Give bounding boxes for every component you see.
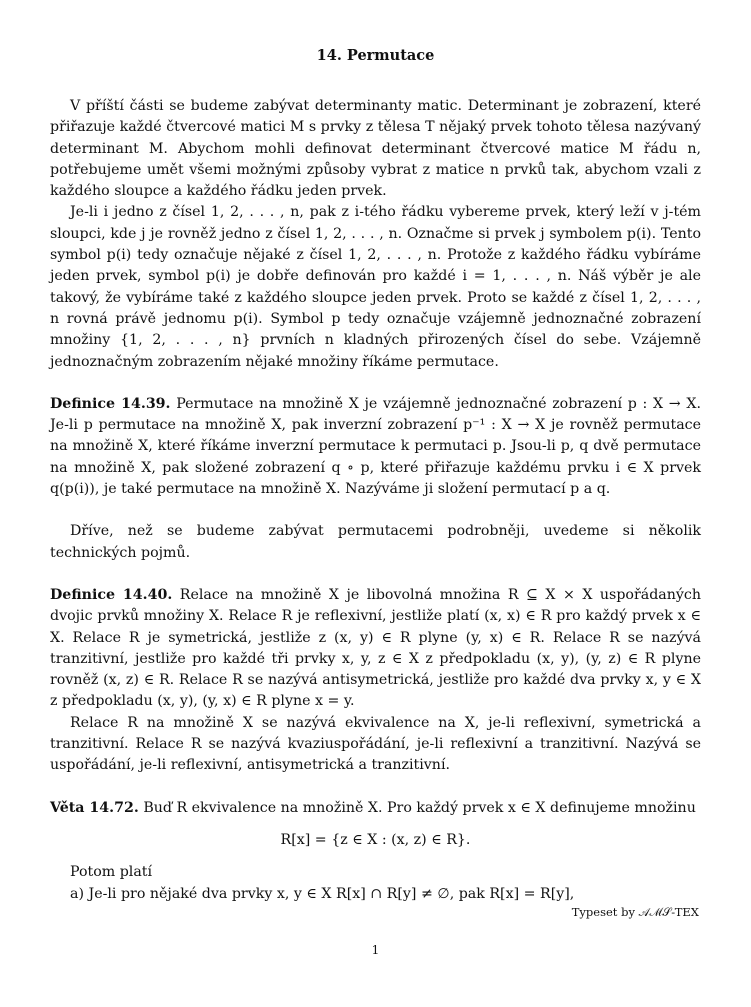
display-equation: R[x] = {z ∈ X : (x, z) ∈ R}. xyxy=(280,831,471,848)
paragraph-equivalence: Relace R na množině X se nazývá ekvivalence na X, je-li reflexivní, symetrická a tranzitivní. Relace R se nazývá kvaziuspořádání, je-li reflexivní a tranzitivní. Nazývá se uspořádání, je-li reflexivní, antisymetrická a tranzitivní. xyxy=(50,714,701,774)
body-text xyxy=(50,96,701,905)
definition-label: Definice 14.40. xyxy=(50,586,173,603)
paragraph-technical: Dříve, než se budeme zabývat permutacemi podrobněji, uvedeme si několik technických pojmů. xyxy=(50,523,701,561)
typeset-footer: Typeset by 𝒜ℳ𝒮-TEX xyxy=(571,905,699,919)
definition-text: Relace na množině X je libovolná množina R ⊆ X × X uspořádaných dvojic prvků množiny X. Relace R je reflexivní, jestliže platí (x, x) ∈ R pro každý prvek x ∈ X. Relace R je symetrická, jestliže z (x, y) ∈ R plyne (y, x) ∈ R. Relace R se nazývá tranzitivní, jestliže pro každé tři prvky x, y, z ∈ X z předpokladu (x, y), (y, z) ∈ R plyne rovněž (x, z) ∈ R. Relace R se nazývá antisymetrická, jestliže pro každé dva prvky x, y ∈ X z předpokladu (x, y), (y, x) ∈ R plyne x = y. xyxy=(50,586,701,710)
item-a: a) Je-li pro nějaké dva prvky x, y ∈ X R[x] ∩ R[y] ≠ ∅, pak R[x] = R[y], xyxy=(70,885,575,902)
definition-label: Definice 14.39. xyxy=(50,395,171,412)
intro-paragraph: V příští části se budeme zabývat determinanty matic. Determinant je zobrazení, které přiřazuje každé čtvercové matici M s prvky z tělesa T nějaký prvek tohoto tělesa nazývaný determinant M. Abychom mohli definovat determinant čtvercové matice M řádu n, potřebujeme umět všemi možnými způsoby vybrat z matice n prvků tak, abychom vzali z každého sloupce a každého řádku jeden prvek. xyxy=(50,98,701,200)
paragraph-selection: Je-li i jedno z čísel 1, 2, . . . , n, pak z i-tého řádku vybereme prvek, který leží v j-tém sloupci, kde j je rovněž jedno z čísel 1, 2, . . . , n. Označme si prvek j symbolem p(i). Tento symbol p(i) tedy označuje nějaké z čísel 1, 2, . . . , n. Protože z každého řádku vybíráme jeden prvek, symbol p(i) je dobře definován pro každé i = 1, . . . , n. Náš výběr je ale takový, že vybíráme také z každého sloupce jeden prvek. Proto se každé z čísel 1, 2, . . . , n rovná právě jednomu p(i). Symbol p tedy označuje vzájemně jednoznačné zobrazení množiny {1, 2, . . . , n} prvních n kladných přirozených čísel do sebe. Vzájemně jednoznačným zobrazením nějaké množiny říkáme permutace. xyxy=(50,204,701,370)
definition-14-39 xyxy=(50,394,701,500)
theorem-text: Buď R ekvivalence na množině X. Pro každý prvek x ∈ X definujeme množinu xyxy=(143,799,696,816)
page-number: 1 xyxy=(371,943,380,957)
definition-text: Permutace na množině X je vzájemně jednoznačné zobrazení p : X → X. Je-li p permutace na množině X, pak inverzní zobrazení p⁻¹ : X → X je rovněž permutace na množině X, které říkáme inverzní permutace k permutaci p. Jsou-li p, q dvě permutace na množině X, pak složené zobrazení q ∘ p, které přiřazuje každému prvku i ∈ X prvek q(p(i)), je také permutace na množině X. Nazýváme ji složení permutací p a q. xyxy=(50,395,701,498)
definition-14-40 xyxy=(50,585,701,713)
paragraph-then: Potom platí xyxy=(70,864,153,881)
section-title: 14. Permutace xyxy=(316,47,435,64)
theorem-14-72 xyxy=(50,798,701,819)
theorem-label: Věta 14.72. xyxy=(50,799,139,816)
